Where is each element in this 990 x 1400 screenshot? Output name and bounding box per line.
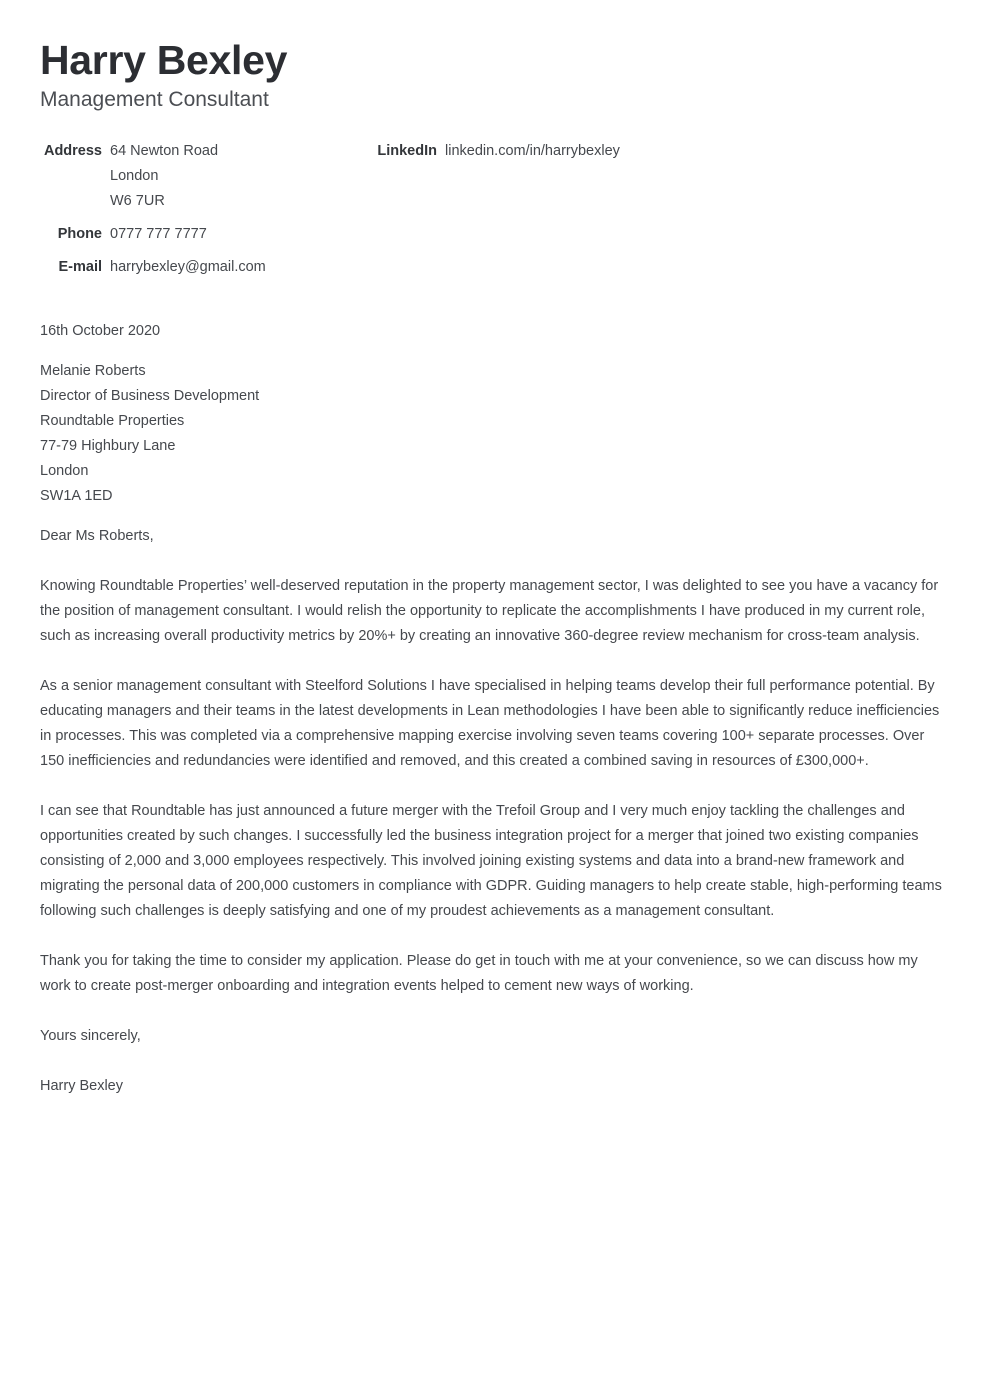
contact-row-address xyxy=(40,139,367,214)
contact-row-linkedin xyxy=(367,139,948,164)
recipient-address-block xyxy=(40,359,948,509)
recipient-name: Melanie Roberts xyxy=(40,363,146,379)
contact-row-phone xyxy=(40,222,367,247)
address-line-1: 64 Newton Road xyxy=(110,143,219,159)
letter-paragraphs xyxy=(40,574,948,999)
letter-date: 16th October 2020 xyxy=(40,323,161,339)
linkedin-value[interactable]: linkedin.com/in/harrybexley xyxy=(445,143,620,159)
letter-sign-off: Yours sincerely, xyxy=(40,1028,141,1044)
phone-label: Phone xyxy=(57,226,102,242)
recipient-city: London xyxy=(40,463,89,479)
recipient-street: 77-79 Highbury Lane xyxy=(40,438,176,454)
linkedin-label: LinkedIn xyxy=(377,143,437,159)
letter-salutation: Dear Ms Roberts, xyxy=(40,528,154,544)
email-value[interactable]: harrybexley@gmail.com xyxy=(110,259,266,275)
address-label: Address xyxy=(43,143,102,159)
letter-closing xyxy=(40,1024,948,1099)
address-value xyxy=(102,139,218,214)
letter-body xyxy=(40,319,948,1099)
applicant-name: Harry Bexley xyxy=(40,37,288,83)
letter-paragraph: As a senior management consultant with Steelford Solutions I have specialised in helping teams develop their full performance potential. By educating managers and their teams in the latest developments in Lean methodologies I have been able to significantly reduce inefficiencies in processes. This was completed via a comprehensive mapping exercise involving seven teams covering 100+ separate processes. Over 150 inefficiencies and redundancies were identified and removed, and this created a combined saving in resources of £300,000+. xyxy=(40,678,940,769)
applicant-job-title: Management Consultant xyxy=(40,88,269,111)
recipient-title: Director of Business Development xyxy=(40,388,260,404)
letter-paragraph: Knowing Roundtable Properties’ well-deserved reputation in the property management sector, I was delighted to see you have a vacancy for the position of management consultant. I would relish the opportunity to replicate the accomplishments I have produced in my current role, such as increasing overall productivity metrics by 20%+ by creating an innovative 360-degree review mechanism for cross-team analysis. xyxy=(40,578,939,644)
contact-row-email xyxy=(40,255,367,280)
letter-header xyxy=(40,0,948,114)
contact-column-right xyxy=(367,139,948,164)
letter-paragraph: Thank you for taking the time to consider my application. Please do get in touch with me at your convenience, so we can discuss how my work to create post-merger onboarding and integration events helped to cement new ways of working. xyxy=(40,953,918,994)
phone-value: 0777 777 7777 xyxy=(110,226,207,242)
recipient-company: Roundtable Properties xyxy=(40,413,185,429)
address-line-2: London xyxy=(110,168,159,184)
letter-paragraph: I can see that Roundtable has just announced a future merger with the Trefoil Group and I very much enjoy tackling the challenges and opportunities created by such changes. I successfully led the business integration project for a merger that joined two existing companies consisting of 2,000 and 3,000 employees respectively. This involved joining existing systems and data into a brand-new framework and migrating the personal data of 200,000 customers in compliance with GDPR. Guiding managers to help create stable, high-performing teams following such challenges is deeply satisfying and one of my proudest achievements as a management consultant. xyxy=(40,803,942,919)
address-line-3: W6 7UR xyxy=(110,193,165,209)
recipient-postcode: SW1A 1ED xyxy=(40,488,113,504)
contact-details-block xyxy=(40,139,948,280)
contact-column-left xyxy=(40,139,367,280)
email-label: E-mail xyxy=(58,259,102,275)
letter-signature-name: Harry Bexley xyxy=(40,1078,123,1094)
